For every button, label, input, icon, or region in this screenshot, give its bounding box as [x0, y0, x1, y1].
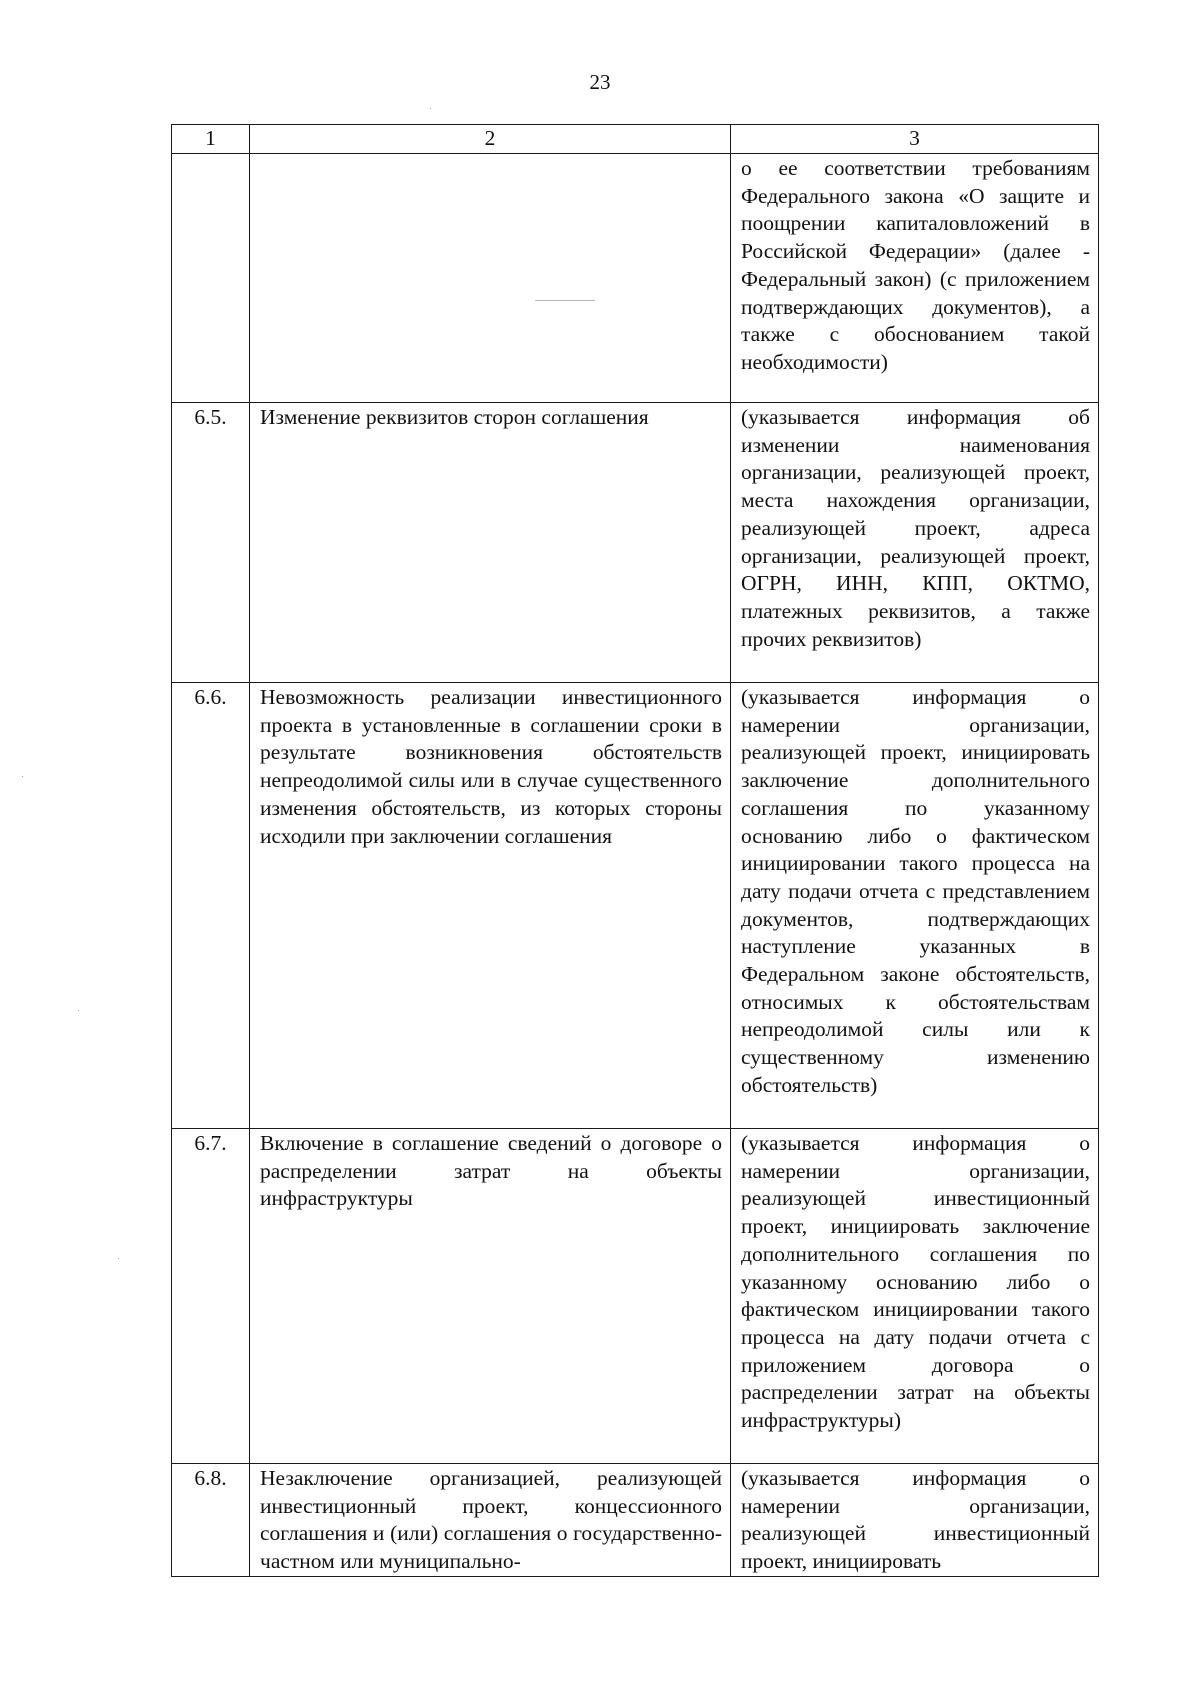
- page-number: 23: [589, 70, 611, 94]
- table-row-6-7: [172, 1129, 1099, 1464]
- table-row-6-8: [172, 1464, 1099, 1577]
- header-cell-column-3: 3: [731, 125, 1099, 154]
- row-number-cell: [172, 154, 250, 403]
- row-info-cell: (указывается информация о намерении организации, реализующей инвестиционный проект, инициировать заключение дополнительного соглашения по указанному основанию либо о фактическом инициировании такого процесса на дату подачи отчета с приложением договора о распределении затрат на объекты инфраструктуры): [731, 1129, 1099, 1464]
- table-row-6-5: [172, 403, 1099, 683]
- header-cell-column-2: 2: [250, 125, 731, 154]
- row-name-cell: Невозможность реализации инвестиционного проекта в установленные в соглашении сроки в результате возникновения обстоятельств непреодолимой силы или в случае существенного изменения обстоятельств, из которых стороны исходили при заключении соглашения: [250, 683, 731, 1129]
- table-row-continuation: [172, 154, 1099, 403]
- document-table: [171, 124, 1099, 1577]
- scan-artifact-line: [535, 300, 595, 301]
- row-number-cell: 6.6.: [172, 683, 250, 1129]
- scan-artifact-dot: [118, 1258, 119, 1259]
- row-name-cell: [250, 154, 731, 403]
- row-name-cell: Незаключение организацией, реализующей инвестиционный проект, концессионного соглашения и (или) соглашения о государственно-частном или муниципально-: [250, 1464, 731, 1577]
- header-cell-column-1: 1: [172, 125, 250, 154]
- row-number-cell: 6.8.: [172, 1464, 250, 1577]
- table-row-6-6: [172, 683, 1099, 1129]
- row-info-cell: (указывается информация об изменении наименования организации, реализующей проект, места нахождения организации, реализующей проект, адреса организации, реализующей проект, ОГРН, ИНН, КПП, ОКТМО, платежных реквизитов, а также прочих реквизитов): [731, 403, 1099, 683]
- row-info-cell: о ее соответствии требованиям Федерального закона «О защите и поощрении капиталовложений в Российской Федерации» (далее - Федеральный закон) (с приложением подтверждающих документов), а также с обоснованием такой необходимости): [731, 154, 1099, 403]
- scan-artifact-dot: [22, 776, 23, 777]
- row-number-cell: 6.7.: [172, 1129, 250, 1464]
- row-name-cell: Включение в соглашение сведений о договоре о распределении затрат на объекты инфраструктуры: [250, 1129, 731, 1464]
- row-info-cell: (указывается информация о намерении организации, реализующей проект, инициировать заключение дополнительного соглашения по указанному основанию либо о фактическом инициировании такого процесса на дату подачи отчета с представлением документов, подтверждающих наступление указанных в Федеральном законе обстоятельств, относимых к обстоятельствам непреодолимой силы или к существенному изменению обстоятельств): [731, 683, 1099, 1129]
- table-header-row: [172, 125, 1099, 154]
- scan-artifact-dot: [78, 1010, 79, 1011]
- row-name-cell: Изменение реквизитов сторон соглашения: [250, 403, 731, 683]
- row-number-cell: 6.5.: [172, 403, 250, 683]
- row-info-cell: (указывается информация о намерении организации, реализующей инвестиционный проект, инициировать: [731, 1464, 1099, 1577]
- scan-artifact-dot: [430, 108, 431, 109]
